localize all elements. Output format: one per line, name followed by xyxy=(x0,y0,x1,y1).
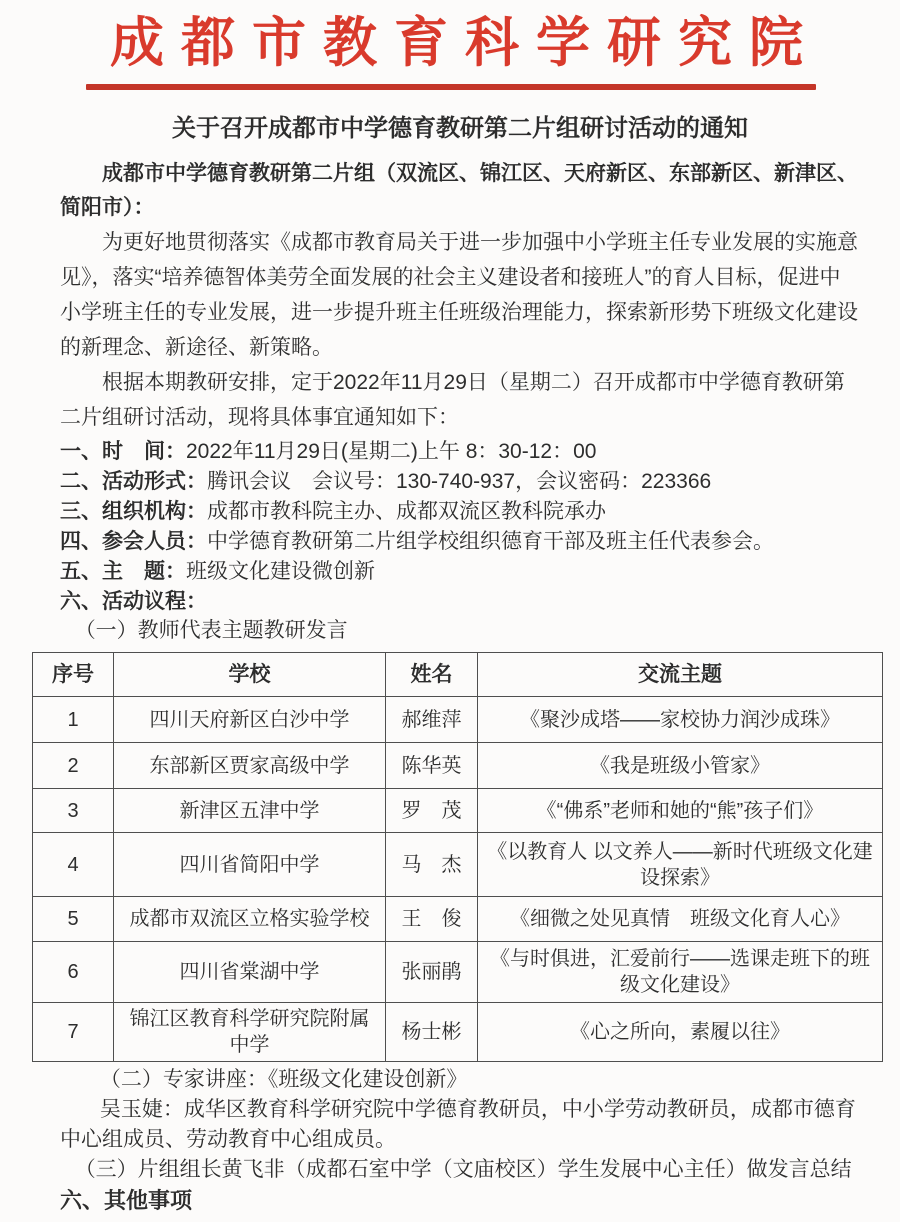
table-header-row xyxy=(33,653,883,697)
list-item-agenda xyxy=(60,587,860,617)
paragraph-purpose: 为更好地贯彻落实《成都市教育局关于进一步加强中小学班主任专业发展的实施意见》，落实“培养德智体美劳全面发展的社会主义建设者和接班人”的育人目标，促进中小学班主任的专业发展，进一步提升班主任班级治理能力，探索新形势下班级文化建设的新理念、新途径、新策略。 xyxy=(60,231,858,360)
notice-title: 关于召开成都市中学德育教研第二片组研讨活动的通知 xyxy=(172,115,748,143)
speakers-table xyxy=(32,652,883,1062)
agenda-item-1: （一）教师代表主题教研发言 xyxy=(74,619,348,643)
cell-school: 成都市双流区立格实验学校 xyxy=(114,897,386,942)
col-header-name: 姓名 xyxy=(386,653,478,697)
cell-school: 东部新区贾家高级中学 xyxy=(114,743,386,789)
cell-index: 6 xyxy=(33,942,114,1003)
list-item-theme xyxy=(60,557,860,587)
agenda-item-2: （二）专家讲座：《班级文化建设创新》 xyxy=(99,1068,468,1092)
cell-index: 7 xyxy=(33,1003,114,1062)
list-item-participants-label: 四、参会人员： xyxy=(60,530,207,554)
list-item-participants xyxy=(60,527,860,557)
cell-name: 陈华英 xyxy=(386,743,478,789)
agenda-item-3: （三）片组组长黄飞非（成都石室中学（文庙校区）学生发展中心主任）做发言总结 xyxy=(74,1158,852,1182)
cell-name: 王 俊 xyxy=(386,897,478,942)
list-item-organizer xyxy=(60,497,860,527)
table-row xyxy=(33,1003,883,1062)
col-header-topic: 交流主题 xyxy=(478,653,883,697)
table-row xyxy=(33,697,883,743)
other-section-heading: 六、其他事项 xyxy=(60,1188,193,1214)
cell-school: 四川省棠湖中学 xyxy=(114,942,386,1003)
cell-index: 5 xyxy=(33,897,114,942)
table-row xyxy=(33,833,883,897)
list-item-format xyxy=(60,467,860,497)
table-row xyxy=(33,789,883,833)
institute-header: 成都市教育科学研究院 xyxy=(110,13,820,73)
cell-school: 四川天府新区白沙中学 xyxy=(114,697,386,743)
list-item-organizer-value: 成都市教科院主办、成都双流区教科院承办 xyxy=(207,500,606,524)
cell-topic: 《我是班级小管家》 xyxy=(478,743,883,789)
cell-topic: 《“佛系”老师和她的“熊”孩子们》 xyxy=(478,789,883,833)
expert-bio: 吴玉婕：成华区教育科学研究院中学德育教研员，中小学劳动教研员，成都市德育中心组成员、劳动教育中心组成员。 xyxy=(60,1098,856,1152)
list-item-time xyxy=(60,437,860,467)
list-item-agenda-label: 六、活动议程： xyxy=(60,590,207,614)
col-header-index: 序号 xyxy=(33,653,114,697)
cell-index: 3 xyxy=(33,789,114,833)
cell-topic: 《心之所向，素履以往》 xyxy=(478,1003,883,1062)
salutation: 成都市中学德育教研第二片组（双流区、锦江区、天府新区、东部新区、新津区、简阳市）： xyxy=(60,162,858,220)
col-header-school: 学校 xyxy=(114,653,386,697)
cell-name: 杨士彬 xyxy=(386,1003,478,1062)
cell-topic: 《聚沙成塔——家校协力润沙成珠》 xyxy=(478,697,883,743)
cell-name: 郝维萍 xyxy=(386,697,478,743)
cell-school: 锦江区教育科学研究院附属中学 xyxy=(114,1003,386,1062)
paragraph-arrangement: 根据本期教研安排，定于2022年11月29日（星期二）召开成都市中学德育教研第二片组研讨活动，现将具体事宜通知如下： xyxy=(60,371,845,430)
speakers-table-wrap xyxy=(32,652,873,1062)
cell-index: 4 xyxy=(33,833,114,897)
list-item-theme-value: 班级文化建设微创新 xyxy=(186,560,375,584)
cell-name: 张丽鹃 xyxy=(386,942,478,1003)
cell-index: 2 xyxy=(33,743,114,789)
list-item-time-value: 2022年11月29日(星期二)上午 8：30-12：00 xyxy=(186,440,597,464)
list-item-theme-label: 五、主 题： xyxy=(60,560,186,584)
cell-topic: 《与时俱进，汇爱前行——选课走班下的班级文化建设》 xyxy=(478,942,883,1003)
cell-school: 新津区五津中学 xyxy=(114,789,386,833)
cell-index: 1 xyxy=(33,697,114,743)
notice-item-list xyxy=(60,437,860,617)
table-row xyxy=(33,743,883,789)
list-item-time-label: 一、时 间： xyxy=(60,440,186,464)
cell-name: 罗 茂 xyxy=(386,789,478,833)
list-item-format-label: 二、活动形式： xyxy=(60,470,207,494)
cell-school: 四川省简阳中学 xyxy=(114,833,386,897)
table-row xyxy=(33,942,883,1003)
table-row xyxy=(33,897,883,942)
header-divider xyxy=(86,84,816,90)
cell-topic: 《以教育人 以文养人——新时代班级文化建设探索》 xyxy=(478,833,883,897)
list-item-format-value: 腾讯会议 会议号：130-740-937，会议密码：223366 xyxy=(207,470,712,494)
list-item-organizer-label: 三、组织机构： xyxy=(60,500,207,524)
list-item-participants-value: 中学德育教研第二片组学校组织德育干部及班主任代表参会。 xyxy=(207,530,774,554)
cell-topic: 《细微之处见真情 班级文化育人心》 xyxy=(478,897,883,942)
cell-name: 马 杰 xyxy=(386,833,478,897)
